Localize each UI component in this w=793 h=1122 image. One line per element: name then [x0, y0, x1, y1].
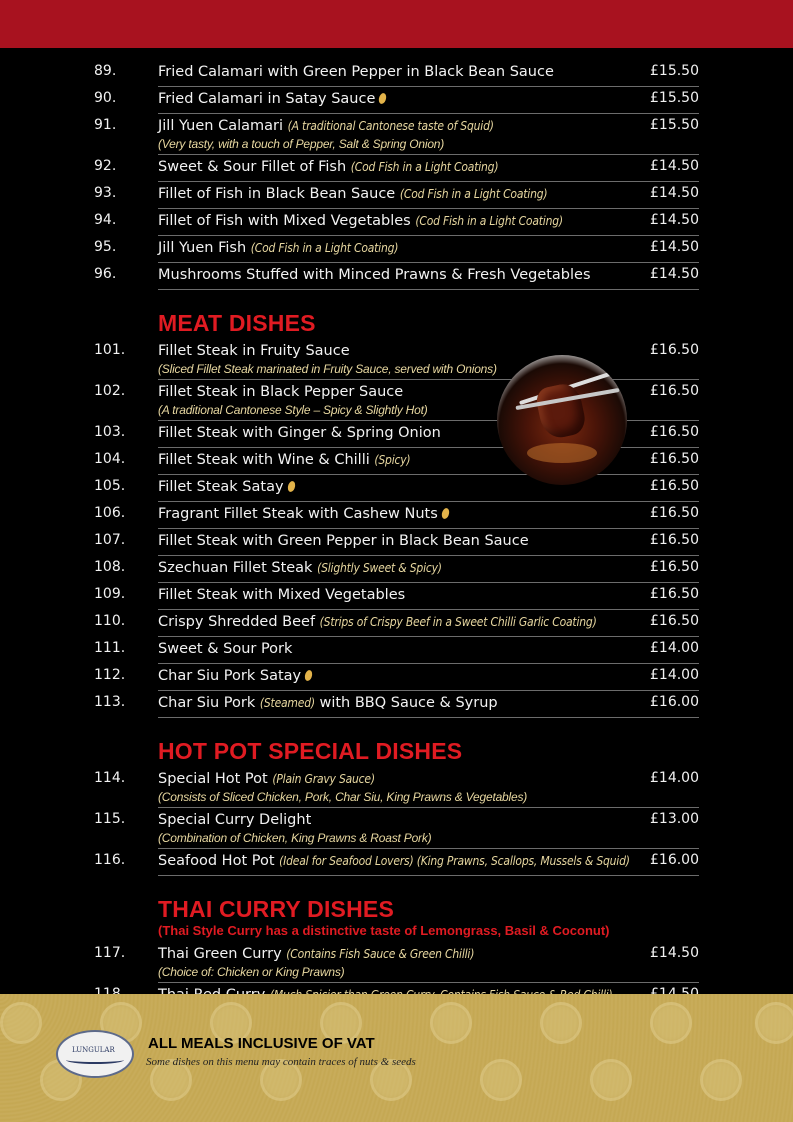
item-price: £14.00: [650, 640, 699, 656]
peanut-icon: [303, 669, 313, 682]
item-name-line: [158, 944, 699, 964]
section-heading-hotpot: HOT POT SPECIAL DISHES: [158, 738, 463, 764]
item-name: Char Siu Pork: [158, 695, 256, 711]
item-price: £14.50: [650, 239, 699, 255]
item-note: (Contains Fish Sauce & Green Chilli): [286, 947, 475, 961]
item-name: Fried Calamari with Green Pepper in Black Bean Sauce: [158, 64, 554, 80]
item-name-line: [158, 851, 699, 871]
menu-item: [94, 182, 699, 209]
item-note: (Slightly Sweet & Spicy): [317, 561, 442, 575]
item-price: £15.50: [650, 63, 699, 79]
item-number: 101.: [94, 342, 126, 358]
item-number: 89.: [94, 63, 117, 79]
dragon-medallion-icon: [0, 1002, 42, 1044]
item-name-suffix: with BBQ Sauce & Syrup: [319, 695, 498, 711]
top-banner: [0, 0, 793, 48]
item-number: 114.: [94, 770, 126, 786]
menu-item: [94, 529, 699, 556]
item-number: 117.: [94, 945, 126, 961]
menu-item: [94, 155, 699, 182]
item-price: £14.50: [650, 212, 699, 228]
item-name: Fillet Steak in Black Pepper Sauce: [158, 384, 404, 400]
item-number: 91.: [94, 117, 117, 133]
item-name-line: [158, 810, 699, 830]
item-name: Special Hot Pot: [158, 771, 268, 787]
section-meat: [0, 339, 793, 718]
item-price: £14.50: [650, 185, 699, 201]
item-price: £16.50: [650, 451, 699, 467]
item-name: Fragrant Fillet Steak with Cashew Nuts: [158, 506, 438, 522]
peanut-icon: [286, 480, 296, 493]
item-number: 105.: [94, 478, 126, 494]
item-name: Fillet Steak Satay: [158, 479, 284, 495]
item-name: Sweet & Sour Pork: [158, 641, 293, 657]
item-name-line: [158, 116, 699, 136]
item-price: £15.50: [650, 90, 699, 106]
dragon-medallion-icon: [650, 1002, 692, 1044]
item-number: 90.: [94, 90, 117, 106]
menu-item: [94, 236, 699, 263]
item-description: (Combination of Chicken, King Prawns & Roast Pork): [158, 831, 432, 845]
item-name: Seafood Hot Pot: [158, 853, 275, 869]
menu-item: [94, 583, 699, 610]
item-number: 106.: [94, 505, 126, 521]
menu-item: [94, 556, 699, 583]
menu-item: [94, 637, 699, 664]
item-name: Fried Calamari in Satay Sauce: [158, 91, 376, 107]
item-name: Fillet Steak in Fruity Sauce: [158, 343, 350, 359]
menu-item: [94, 114, 699, 155]
item-price: £16.50: [650, 383, 699, 399]
menu-content: [0, 60, 793, 1024]
item-number: 93.: [94, 185, 117, 201]
item-name-line: [158, 612, 699, 632]
menu-item: [94, 767, 699, 808]
item-number: 107.: [94, 532, 126, 548]
item-name-line: [158, 211, 699, 231]
item-note: (Spicy): [374, 453, 411, 467]
menu-item: [94, 610, 699, 637]
menu-item: [94, 808, 699, 849]
item-number: 112.: [94, 667, 126, 683]
allergen-notice: Some dishes on this menu may contain traces of nuts & seeds: [146, 1056, 416, 1068]
item-description: (Very tasty, with a touch of Pepper, Salt & Spring Onion): [158, 137, 445, 151]
item-name-line: [158, 265, 699, 285]
item-price: £13.00: [650, 811, 699, 827]
dragon-medallion-icon: [480, 1059, 522, 1101]
item-number: 103.: [94, 424, 126, 440]
item-description: (A traditional Cantonese Style – Spicy & Slightly Hot): [158, 403, 428, 417]
dragon-medallion-icon: [540, 1002, 582, 1044]
restaurant-logo: [56, 1030, 134, 1078]
item-price: £16.00: [650, 852, 699, 868]
item-name-line: [158, 666, 699, 686]
photo-onion-shape: [527, 443, 597, 463]
item-name: Mushrooms Stuffed with Minced Prawns & Fresh Vegetables: [158, 267, 591, 283]
item-note: (Plain Gravy Sauce): [272, 772, 375, 786]
item-note: (Cod Fish in a Light Coating): [250, 241, 399, 255]
item-name-line: [158, 184, 699, 204]
item-name: Crispy Shredded Beef: [158, 614, 316, 630]
item-price: £14.00: [650, 770, 699, 786]
item-description: (Choice of: Chicken or King Prawns): [158, 965, 345, 979]
item-name: Fillet Steak with Wine & Chilli: [158, 452, 370, 468]
peanut-icon: [440, 507, 450, 520]
item-note: (Ideal for Seafood Lovers) (King Prawns, Scallops, Mussels & Squid): [279, 854, 630, 868]
item-number: 109.: [94, 586, 126, 602]
steak-photo: [497, 355, 627, 485]
item-name-line: [158, 157, 699, 177]
item-number: 102.: [94, 383, 126, 399]
item-number: 115.: [94, 811, 126, 827]
item-name-line: [158, 89, 699, 109]
item-number: 95.: [94, 239, 117, 255]
item-name: Jill Yuen Fish: [158, 240, 247, 256]
dragon-medallion-icon: [590, 1059, 632, 1101]
logo-text: LUNGULAR: [72, 1046, 115, 1054]
item-name-line: [158, 62, 699, 82]
section-subheading-thai: (Thai Style Curry has a distinctive taste of Lemongrass, Basil & Coconut): [158, 923, 610, 938]
item-number: 110.: [94, 613, 126, 629]
item-name: Fillet Steak with Ginger & Spring Onion: [158, 425, 441, 441]
item-number: 116.: [94, 852, 126, 868]
item-name-line: [158, 504, 699, 524]
dragon-medallion-icon: [430, 1002, 472, 1044]
item-note: (Cod Fish in a Light Coating): [399, 187, 548, 201]
item-name: Thai Green Curry: [158, 946, 282, 962]
item-price: £16.50: [650, 424, 699, 440]
item-description: (Consists of Sliced Chicken, Pork, Char Siu, King Prawns & Vegetables): [158, 790, 528, 804]
item-price: £16.50: [650, 505, 699, 521]
item-name: Char Siu Pork Satay: [158, 668, 302, 684]
item-note: (Steamed): [259, 696, 315, 710]
item-name-line: [158, 341, 699, 361]
item-number: 92.: [94, 158, 117, 174]
item-number: 94.: [94, 212, 117, 228]
item-note: (Cod Fish in a Light Coating): [415, 214, 563, 228]
item-name-line: [158, 531, 699, 551]
item-note: (A traditional Cantonese taste of Squid): [287, 119, 494, 133]
dragon-medallion-icon: [700, 1059, 742, 1101]
item-name-line: [158, 477, 699, 497]
dragon-medallion-icon: [755, 1002, 793, 1044]
item-price: £15.50: [650, 117, 699, 133]
section-hotpot: [0, 767, 793, 876]
item-price: £16.50: [650, 532, 699, 548]
item-price: £16.50: [650, 342, 699, 358]
item-number: 108.: [94, 559, 126, 575]
item-name: Sweet & Sour Fillet of Fish: [158, 159, 347, 175]
item-name: Fillet Steak with Green Pepper in Black Bean Sauce: [158, 533, 529, 549]
item-number: 111.: [94, 640, 126, 656]
menu-item: [94, 942, 699, 983]
menu-item: [94, 263, 699, 290]
item-name-line: [158, 238, 699, 258]
item-name: Jill Yuen Calamari: [158, 118, 283, 134]
item-price: £16.50: [650, 478, 699, 494]
peanut-icon: [378, 92, 388, 105]
item-note: (Cod Fish in a Light Coating): [350, 160, 499, 174]
item-price: £14.50: [650, 945, 699, 961]
photo-steak-slice: [534, 381, 588, 441]
item-name: Szechuan Fillet Steak: [158, 560, 313, 576]
menu-item: [94, 502, 699, 529]
menu-item: [94, 209, 699, 236]
logo-swoosh-icon: [66, 1056, 124, 1064]
section-heading-meat: MEAT DISHES: [158, 310, 316, 336]
menu-item: [94, 87, 699, 114]
item-name-line: [158, 585, 699, 605]
item-number: 96.: [94, 266, 117, 282]
item-price: £16.00: [650, 694, 699, 710]
item-name: Fillet Steak with Mixed Vegetables: [158, 587, 406, 603]
item-number: 113.: [94, 694, 126, 710]
menu-item: [94, 664, 699, 691]
item-price: £16.50: [650, 559, 699, 575]
item-name-line: [158, 639, 699, 659]
item-name-line: [158, 769, 699, 789]
item-name: Fillet of Fish in Black Bean Sauce: [158, 186, 396, 202]
item-note: (Strips of Crispy Beef in a Sweet Chilli Garlic Coating): [319, 615, 597, 629]
item-description: (Sliced Fillet Steak marinated in Fruity Sauce, served with Onions): [158, 362, 497, 376]
item-price: £16.50: [650, 586, 699, 602]
menu-item: [94, 339, 699, 380]
item-name-line: [158, 558, 699, 578]
item-name: Fillet of Fish with Mixed Vegetables: [158, 213, 411, 229]
menu-item: [94, 475, 699, 502]
item-name: Special Curry Delight: [158, 812, 312, 828]
section-seafood: [0, 60, 793, 290]
vat-notice: ALL MEALS INCLUSIVE OF VAT: [148, 1035, 375, 1052]
menu-item: [94, 849, 699, 876]
menu-item: [94, 60, 699, 87]
item-price: £14.50: [650, 158, 699, 174]
item-price: £14.00: [650, 667, 699, 683]
menu-item: [94, 691, 699, 718]
item-price: £14.50: [650, 266, 699, 282]
item-name-line: [158, 693, 699, 713]
section-heading-thai: THAI CURRY DISHES: [158, 896, 394, 922]
item-number: 104.: [94, 451, 126, 467]
item-price: £16.50: [650, 613, 699, 629]
